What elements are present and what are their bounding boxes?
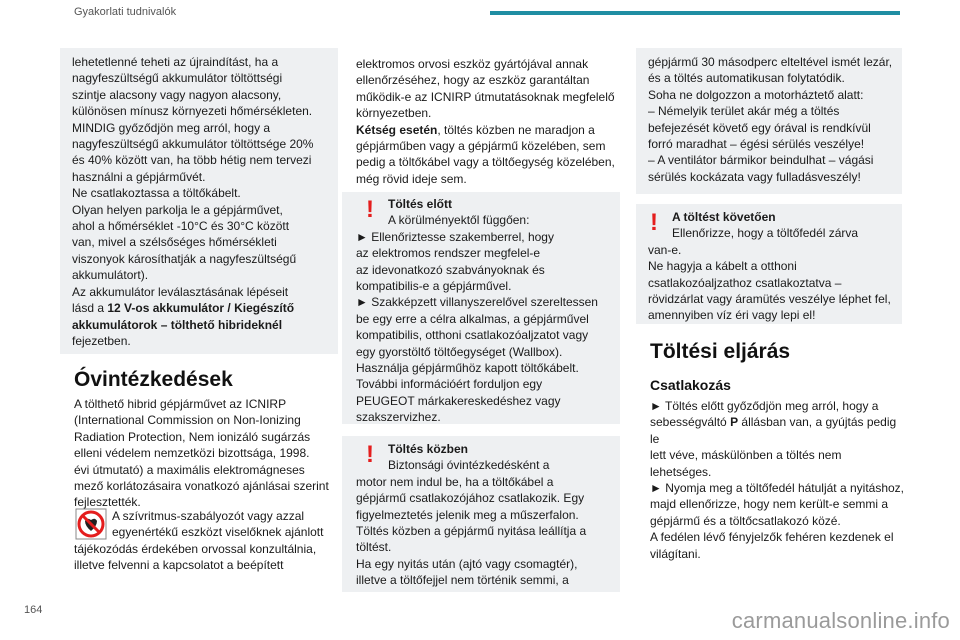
ref-bold: akkumulátorok – tölthető hibrideknél — [72, 317, 283, 332]
col1-box-line: van, mivel a szélsőséges hőmérsékleti — [72, 235, 277, 250]
col2-box2-line: illetve a töltőfejjel nem történik semmi, a — [356, 573, 569, 588]
section-heading-toltesi-eljaras: Töltési eljárás — [650, 340, 791, 363]
col3-para-line: sebességváltó P állásban van, a gyújtás pedig le — [650, 415, 897, 446]
col2-box2-title: Töltés közben — [388, 442, 469, 456]
col2-box1-line: A körülményektől függően: — [388, 213, 530, 228]
col2-box1-title: Töltés előtt — [388, 197, 453, 211]
col1-para-line: Radiation Protection, Nem ionizáló sugárzás — [74, 429, 311, 444]
col2-box2-text — [356, 441, 618, 589]
col3-box2-title: A töltést követően — [672, 210, 776, 224]
col1-box-ref-line — [72, 317, 334, 333]
col3-para-line: ► Nyomja meg a töltőfedél hátulját a nyitáshoz, — [650, 481, 905, 496]
col3-box1-line: befejezését követő egy órával is rendkívül — [648, 120, 871, 135]
col1-box-line: Olyan helyen parkolja le a gépjárművet, — [72, 202, 283, 217]
col2-box2-line: motor nem indul be, ha a töltőkábel a — [356, 474, 554, 489]
col1-box-line: különösen mínusz környezeti hőmérsékleten. — [72, 104, 313, 119]
col2-box2-line: töltést. — [356, 540, 392, 555]
col1-box-line: Az akkumulátor leválasztásának lépéseit — [72, 284, 289, 299]
col2-box1-line: be egy erre a célra alkalmas, a gépjárművel — [356, 311, 589, 326]
warning-icon: ! — [366, 441, 374, 468]
col2-box1-text — [356, 196, 618, 426]
col2-box1-line: ► Ellenőriztesse szakemberrel, hogy — [356, 229, 554, 244]
col3-box2-line: Ne hagyja a kábelt a otthoni — [648, 259, 797, 274]
col2-box1-line: egy gyorstöltő töltőegységet (Wallbox). — [356, 344, 563, 359]
col1-tail-line: illetve felvenni a kapcsolatot a beépített — [74, 558, 284, 573]
col3-box2-line: amennyiben víz éri vagy lepi el! — [648, 308, 816, 323]
col3-box1-line: forró maradhat – égési sérülés veszélye! — [648, 137, 865, 152]
subheading-csatlakozas: Csatlakozás — [650, 377, 731, 393]
col1-box-line: nagyfeszültségű akkumulátor töltöttségi — [72, 71, 283, 86]
col2-box1-line: kompatibilis, otthoni csatlakozóaljzatot vagy — [356, 328, 589, 343]
warning-icon: ! — [650, 209, 658, 236]
col1-para-line: elleni védelem nemzetközi bizottsága, 1998. — [74, 446, 310, 461]
ref-bold: 12 V-os akkumulátor / Kiegészítő — [107, 301, 295, 316]
watermark: carmanualsonline.info — [731, 608, 950, 633]
col1-para-line: mező korlátozásaira vonatkozó ajánlásai szerint — [74, 479, 329, 494]
col1-icon-text — [112, 508, 342, 541]
col2-kesseg-line: gépjárműben vagy a gépjármű közelében, sem — [356, 139, 606, 154]
col3-box1-line: sérülés kockázata vagy fulladásveszély! — [648, 169, 861, 184]
col1-box-line: viszonyok károsíthatják a nagyfeszültségű — [72, 251, 297, 266]
col3-box1-line: gépjármű 30 másodperc elteltével ismét lezár, — [648, 55, 893, 69]
warning-icon: ! — [366, 196, 374, 223]
col3-box1-text — [648, 54, 902, 185]
col1-box-ref-line: fejezetben. — [72, 333, 131, 348]
col3-box2-line: van-e. — [648, 242, 682, 257]
ref-prefix: lásd a — [72, 301, 108, 316]
col1-box-line: használni a gépjárművét. — [72, 169, 206, 184]
col3-para-line: A fedélen lévő fényjelzők fehéren kezdenek el — [650, 530, 894, 545]
col1-box-text — [72, 54, 334, 349]
col2-kesseg-line — [356, 122, 624, 138]
col1-box-line: és 40% között van, ha több hétig nem tervezi — [72, 153, 312, 168]
col2-top-line: ellenőrzéséhez, hogy az eszköz garantáltan — [356, 73, 590, 88]
col1-paragraph — [74, 396, 344, 511]
col2-box1-line: az elektromos rendszer megfelel-e — [356, 246, 541, 261]
col2-box1-line: PEUGEOT márkakereskedéshez vagy — [356, 393, 561, 408]
col3-box1-line: Soha ne dolgozzon a motorháztető alatt: — [648, 87, 864, 102]
col3-box1-line: és a töltés automatikusan folytatódik. — [648, 71, 845, 86]
col2-box1-line: az idevonatkozó szabványoknak és — [356, 262, 545, 277]
col1-tail-line: tájékozódás érdekében orvossal konzultálnia, — [74, 542, 317, 556]
col3-box1-line: – Némelyik terület akár még a töltés — [648, 104, 840, 119]
col1-box-line: szintje alacsony vagy nagyon alacsony, — [72, 87, 282, 102]
col2-box1-line: További információért forduljon egy — [356, 377, 543, 392]
col3-box1-line: – A ventilátor bármikor beindulhat – vágási — [648, 153, 874, 168]
col2-top-line: elektromos orvosi eszköz gyártójával annak — [356, 57, 589, 71]
col3-box2-text — [648, 209, 902, 324]
page-number: 164 — [24, 604, 43, 616]
col2-top-line: működik-e az ICNIRP útmutatásoknak megfelelő — [356, 89, 615, 104]
col3-para-line: lett véve, máskülönben a töltés nem lehetséges. — [650, 448, 842, 479]
col1-box-line: Ne csatlakoztassa a töltőkábelt. — [72, 186, 241, 201]
col2-box1-line: kompatibilis-e a gépjárművel. — [356, 279, 512, 294]
col2-box2-line: Biztonsági óvintézkedésként a — [388, 458, 550, 473]
gear-position-p: P — [730, 415, 739, 430]
col2-box1-line: Használja gépjárműhöz kapott töltőkábelt. — [356, 361, 579, 376]
col2-box1-line: szakszervizhez. — [356, 410, 441, 425]
col1-box-line: lehetetlenné teheti az újraindítást, ha a — [72, 55, 279, 69]
col1-para-line: fejlesztették. — [74, 495, 141, 510]
col2-top-line: környezetben. — [356, 106, 432, 121]
col3-para-line: világítani. — [650, 546, 701, 561]
col1-box-line: nagyfeszültségű akkumulátor töltöttsége 20% — [72, 137, 314, 152]
col1-para-line: (International Commission on Non-Ionizing — [74, 413, 301, 428]
col2-box2-line: figyelmeztetés jelenik meg a műszerfalon. — [356, 507, 579, 522]
col2-kesseg-line: pedig a töltőkábel vagy a töltőegység közelében, — [356, 155, 615, 170]
col3-box2-line: Ellenőrizze, hogy a töltőfedél zárva — [672, 226, 859, 241]
col3-paragraph — [650, 398, 904, 562]
col3-para-line: ► Töltés előtt győződjön meg arról, hogy a — [650, 399, 879, 413]
col3-para-line: gépjármű és a töltőcsatlakozó közé. — [650, 513, 841, 528]
col2-box2-line: Ha egy nyitás után (ajtó vagy csomagtér), — [356, 556, 578, 571]
col2-kesseg-line: még rövid ideje sem. — [356, 171, 467, 186]
col3-box2-line: csatlakozóaljzathoz csatlakoztatva – — [648, 275, 842, 290]
col1-box-ref-line — [72, 300, 334, 316]
col2-top-text — [356, 56, 624, 187]
col1-para-line: A tölthető hibrid gépjárművet az ICNIRP — [74, 397, 287, 411]
col3-para-line: majd ellenőrizze, hogy nem került-e semmi a — [650, 497, 889, 512]
kesseg-rest: , töltés közben ne maradjon a — [437, 122, 595, 137]
col1-box-line: MINDIG győződjön meg arról, hogy a — [72, 120, 271, 135]
col1-box-line: akkumulátort). — [72, 268, 149, 283]
kesseg-bold: Kétség esetén — [356, 122, 438, 137]
col3-box2-line: rövidzárlat vagy áramütés veszélye léphet fel, — [648, 292, 891, 307]
col1-tail-text — [74, 541, 344, 574]
col1-icon-line: A szívritmus-szabályozót vagy azzal — [112, 509, 305, 523]
col2-box1-line: ► Szakképzett villanyszerelővel szereltessen — [356, 295, 598, 310]
col1-icon-line: egyenértékű eszközt viselőknek ajánlott — [112, 525, 324, 540]
page-header-title: Gyakorlati tudnivalók — [74, 6, 177, 18]
col1-box-line: ahol a hőmérséklet -10°C és 30°C között — [72, 219, 290, 234]
col1-para-line: évi útmutató) a maximális elektromágneses — [74, 462, 305, 477]
header-accent-bar — [490, 11, 900, 15]
section-heading-ovintezkedesek: Óvintézkedések — [74, 368, 233, 391]
col2-box2-line: Töltés közben a gépjármű nyitása leállítja a — [356, 524, 587, 539]
pacemaker-warning-icon — [75, 508, 107, 540]
col2-box2-line: gépjármű csatlakozójához csatlakozik. Egy — [356, 491, 585, 506]
